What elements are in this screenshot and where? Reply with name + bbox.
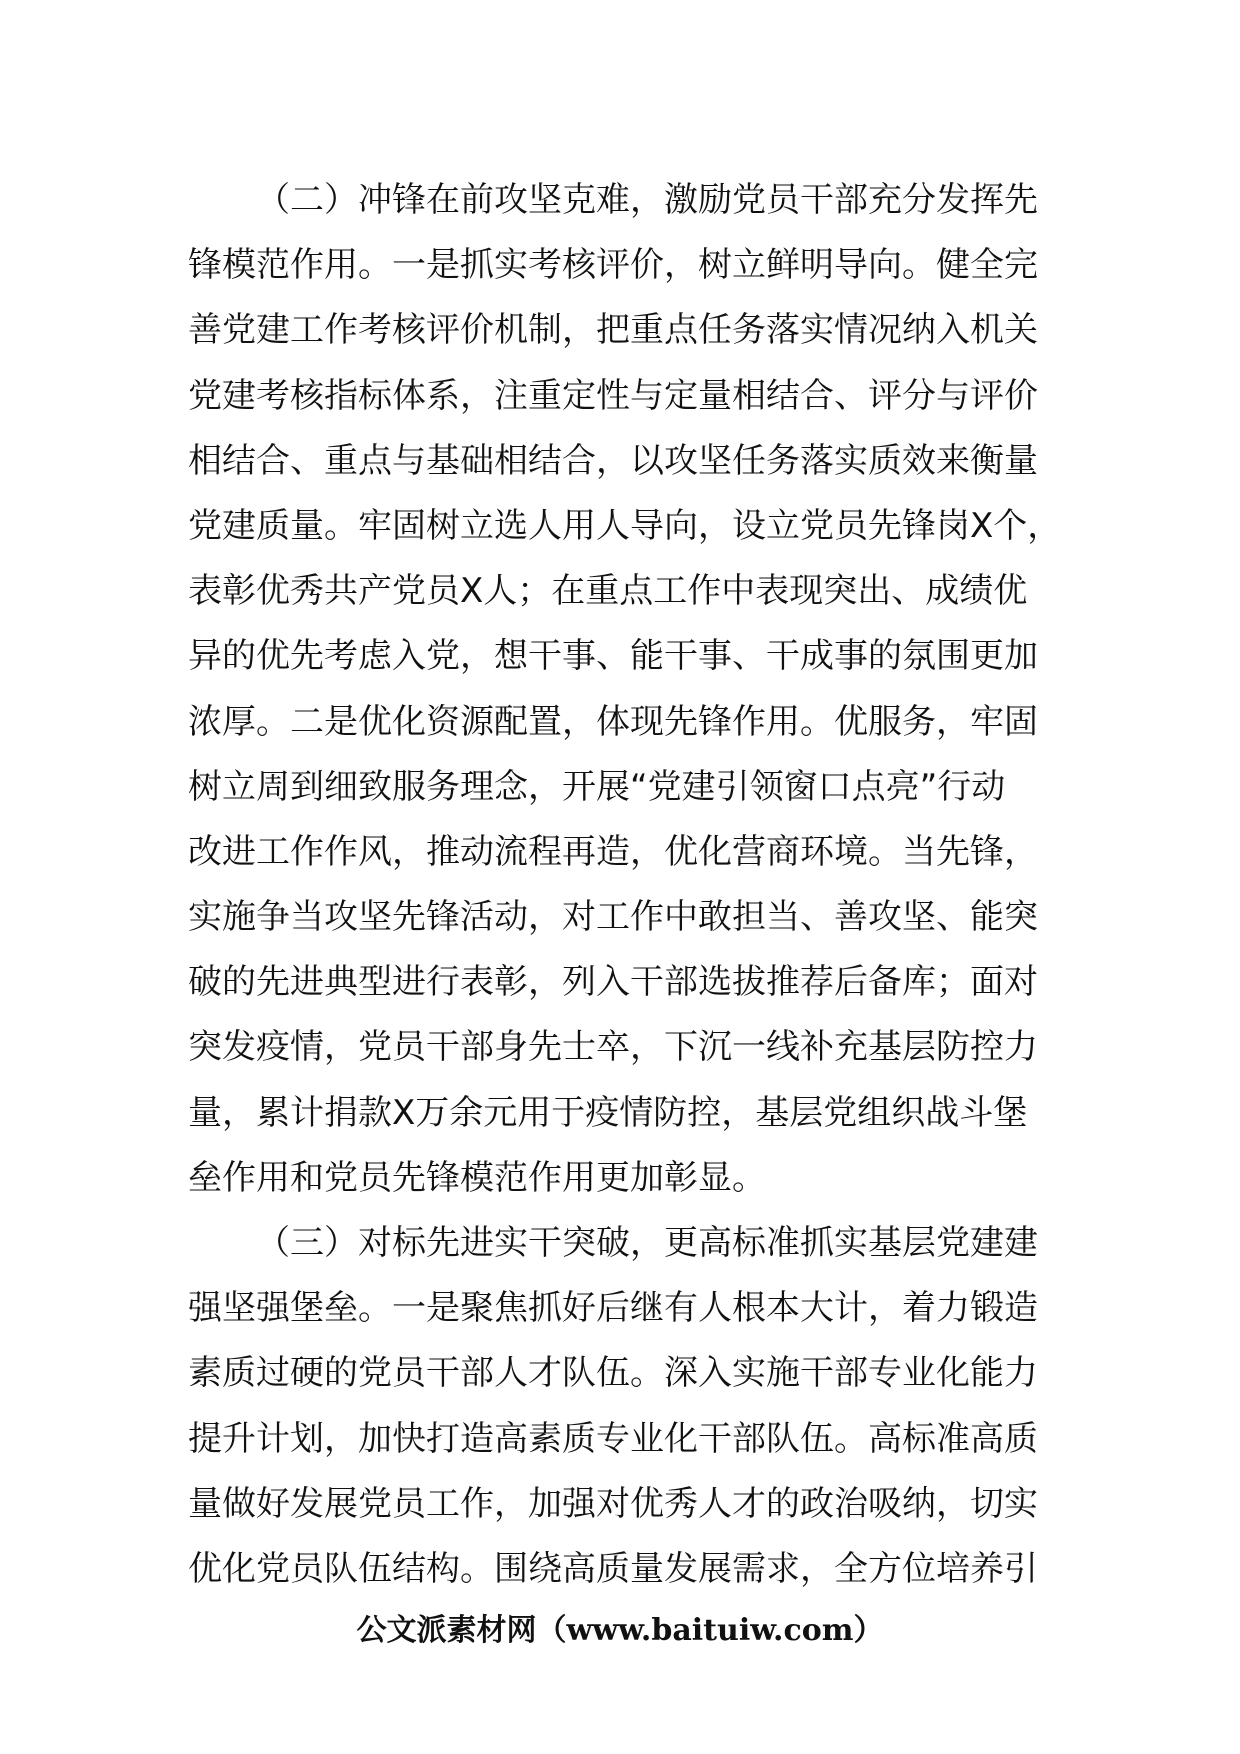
paragraph-line: （三）对标先进实干突破，更高标准抓实基层党建建 [256,1223,1038,1263]
paragraph-line: 善党建工作考核评价机制，把重点任务落实情况纳入机关 [188,310,1038,351]
paragraph-line: 提升计划，加快打造高素质专业化干部队伍。高标准高质 [188,1418,1038,1459]
paragraph-line: 素质过硬的党员干部人才队伍。深入实施干部专业化能力 [188,1353,1038,1394]
paragraph-line: 优化党员队伍结构。围绕高质量发展需求，全方位培养引 [188,1548,1038,1589]
paragraph-line: 破的先进典型进行表彰，列入干部选拔推荐后备库；面对 [188,962,1038,1003]
paragraph-line: 强坚强堡垒。一是聚焦抓好后继有人根本大计，着力锻造 [188,1288,1038,1329]
paragraph-line: 党建考核指标体系，注重定性与定量相结合、评分与评价 [188,375,1038,416]
paragraph-line: 改进工作作风，推动流程再造，优化营商环境。当先锋， [188,831,1038,872]
paragraph-line: 锋模范作用。一是抓实考核评价，树立鲜明导向。健全完 [188,245,1038,286]
paragraph-line: 党建质量。牢固树立选人用人导向，设立党员先锋岗X个， [188,505,1062,546]
paragraph-line: 突发疫情，党员干部身先士卒，下沉一线补充基层防控力 [188,1027,1038,1068]
paragraph-line: 垒作用和党员先锋模范作用更加彰显。 [188,1157,766,1198]
paragraph-line: 浓厚。二是优化资源配置，体现先锋作用。优服务，牢固 [188,701,1038,742]
paragraph-line: （二）冲锋在前攻坚克难，激励党员干部充分发挥先 [256,180,1038,220]
document-body [188,168,1068,1602]
paragraph-line: 实施争当攻坚先锋活动，对工作中敢担当、善攻坚、能突 [188,897,1038,938]
paragraph-line: 量，累计捐款X万余元用于疫情防控，基层党组织战斗堡 [188,1092,1028,1133]
paragraph-line: 相结合、重点与基础相结合，以攻坚任务落实质效来衡量 [188,440,1038,481]
paragraph-line: 树立周到细致服务理念，开展“党建引领窗口点亮”行动 [188,766,1006,807]
footer-watermark-text: 公文派素材网（www.baituiw.com） [356,1613,884,1648]
paragraph-line: 表彰优秀共产党员X人；在重点工作中表现突出、成绩优 [188,571,1028,612]
paragraph-line: 量做好发展党员工作，加强对优秀人才的政治吸纳，切实 [188,1483,1038,1524]
paragraph-line: 异的优先考虑入党，想干事、能干事、干成事的氛围更加 [188,636,1038,677]
